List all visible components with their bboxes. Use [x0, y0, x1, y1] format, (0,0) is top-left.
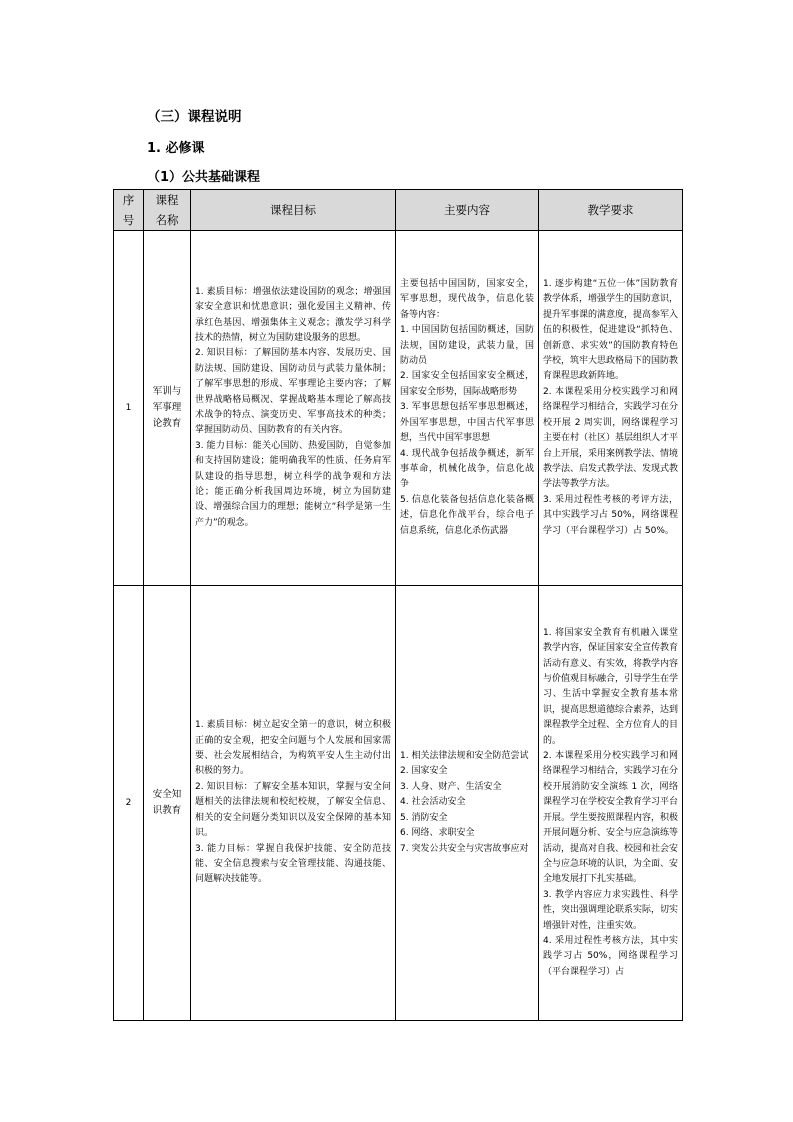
- course-objectives: [191, 231, 396, 586]
- objective-item: 2. 知识目标：了解国防基本内容、发展历史、国防法规、国防建设、国防动员与武装力量体制；了解军事思想的形成、军事理论主要内容；了解世界战略格局概况、掌握战略基本理论了解高技术战争的特点、演变历史、军事高技术的种类；掌握国防动员、国防教育的有关内容。: [195, 348, 391, 436]
- table-row: [114, 586, 683, 1021]
- requirement-item: 2. 本课程采用分校实践学习和网络课程学习相结合，实践学习在分校开展消防安全演练 1 次，网络课程学习在学校安全教育学习平台开展。学生要按照课程内容，积极开展问题分析、安全与应急演练等活动，提高对自我、校园和社会安全与应急环境的认识，为全面、安全地发展打下扎实基础。: [543, 751, 679, 885]
- content-item: 2. 国家安全包括国家安全概述，国家安全形势，国际战略形势: [400, 371, 534, 397]
- content-item: 2. 国家安全: [400, 766, 448, 777]
- course-table: [113, 189, 683, 1021]
- content-item: 1. 相关法律法规和安全防范尝试: [400, 751, 529, 762]
- course-requirements: [539, 231, 683, 586]
- requirement-item: 3. 采用过程性考核的考评方法，其中实践学习占 50%，网络课程学习（平台课程学习）占 50%。: [543, 494, 678, 536]
- content-item: 3. 人身、财产、生活安全: [400, 781, 502, 792]
- header-content: 主要内容: [396, 190, 539, 231]
- content-item: 4. 现代战争包括战争概述，新军事革命，机械化战争，信息化战争: [400, 448, 534, 490]
- header-requirements: 教学要求: [539, 190, 683, 231]
- course-objectives: [191, 586, 396, 1021]
- subsubsection-title: （1）公共基础课程: [147, 170, 261, 185]
- table-header-row: [114, 190, 683, 231]
- requirement-item: 4. 采用过程性考核方法，其中实践学习占 50%，网络课程学习（平台课程学习）占: [543, 935, 678, 977]
- header-index: 序号: [114, 190, 144, 231]
- subsection-title: [147, 137, 205, 156]
- objective-item: 3. 能力目标：掌握自我保护技能、安全防范技能、安全信息搜索与安全管理技能、沟通技能、问题解决技能等。: [195, 843, 391, 885]
- content-item: 5. 消防安全: [400, 812, 448, 823]
- header-name: 课程名称: [144, 190, 191, 231]
- objective-item: 3. 能力目标：能关心国防、热爱国防，自觉参加和支持国防建设；能明确我军的性质、任务肩军队建设的指导思想，树立科学的战争观和方法论；能正确分析我国周边环境，树立为国防建设、增强综合国力的理想；能树立“科学是第一生产力”的观念。: [195, 440, 391, 528]
- objective-item: 1. 素质目标：树立起安全第一的意识，树立积极正确的安全观，把安全问题与个人发展和国家需要、社会发展相结合，为构筑平安人生主动付出积极的努力。: [195, 720, 391, 777]
- row-index: 2: [114, 586, 144, 1021]
- requirement-item: 1. 逐步构建“五位一体”国防教育教学体系，增强学生的国防意识，提升军事课的满意度，提高参军入伍的积极性，促进建设“抓特色、创新意、求实效”的国防教育特色学校，筑牢大思政格局下的国防教育课程思政新阵地。: [543, 279, 679, 382]
- row-index: 1: [114, 231, 144, 586]
- table-row: [114, 231, 683, 586]
- requirement-item: 3. 教学内容应力求实践性、科学性，突出强调理论联系实际，切实增强针对性，注重实效。: [543, 889, 679, 931]
- content-item: 主要包括中国国防，国家安全，军事思想，现代战争，信息化装备等内容：: [400, 279, 534, 320]
- content-item: 7. 突发公共安全与灾害故事应对: [400, 843, 529, 854]
- content-item: 1. 中国国防包括国防概述，国防法规，国防建设，武装力量，国防动员: [400, 325, 534, 367]
- course-name: 安全知识教育: [144, 586, 191, 1021]
- content-item: 6. 网络、求职安全: [400, 828, 475, 839]
- subsection-title-text: 1. 必修课: [147, 141, 205, 156]
- requirement-item: 2. 本课程采用分校实践学习和网络课程学习相结合，实践学习在分校开展 2 周实训，网络课程学习主要在村（社区）基层组织人才平台上开展，采用案例教学法、情境教学法、启发式教学法、发现式教学法等教学方法。: [543, 386, 679, 490]
- content-item: 5. 信息化装备包括信息化装备概述，信息化作战平台，综合电子信息系统，信息化杀伤武器: [400, 494, 534, 536]
- course-content: [396, 231, 539, 586]
- course-requirements: [539, 586, 683, 1021]
- header-objectives: 课程目标: [191, 190, 396, 231]
- course-name: 军训与军事理论教育: [144, 231, 191, 586]
- objective-item: 2. 知识目标：了解安全基本知识，掌握与安全问题相关的法律法规和校纪校规，了解安全信息、相关的安全问题分类知识以及安全保障的基本知识。: [195, 781, 391, 839]
- content-item: 4. 社会活动安全: [400, 797, 466, 808]
- objective-item: 1. 素质目标：增强依法建设国防的观念；增强国家安全意识和忧患意识；强化爱国主义精神、传承红色基因、增强集体主义观念；激发学习科学技术的热情，树立为国防建设服务的思想。: [195, 286, 391, 343]
- requirement-item: 1. 将国家安全教育有机融入课堂教学内容，保证国家安全宣传教育活动有意义、有实效，将教学内容与价值观目标融合，引导学生在学习、生活中掌握安全教育基本常识，提高思想道德综合素养，达到课程教学全过程、全方位育人的目的。: [543, 627, 679, 746]
- course-content: [396, 586, 539, 1021]
- content-item: 3. 军事思想包括军事思想概述，外国军事思想，中国古代军事思想，当代中国军事思想: [400, 402, 534, 444]
- section-title: （三）课程说明: [147, 109, 242, 125]
